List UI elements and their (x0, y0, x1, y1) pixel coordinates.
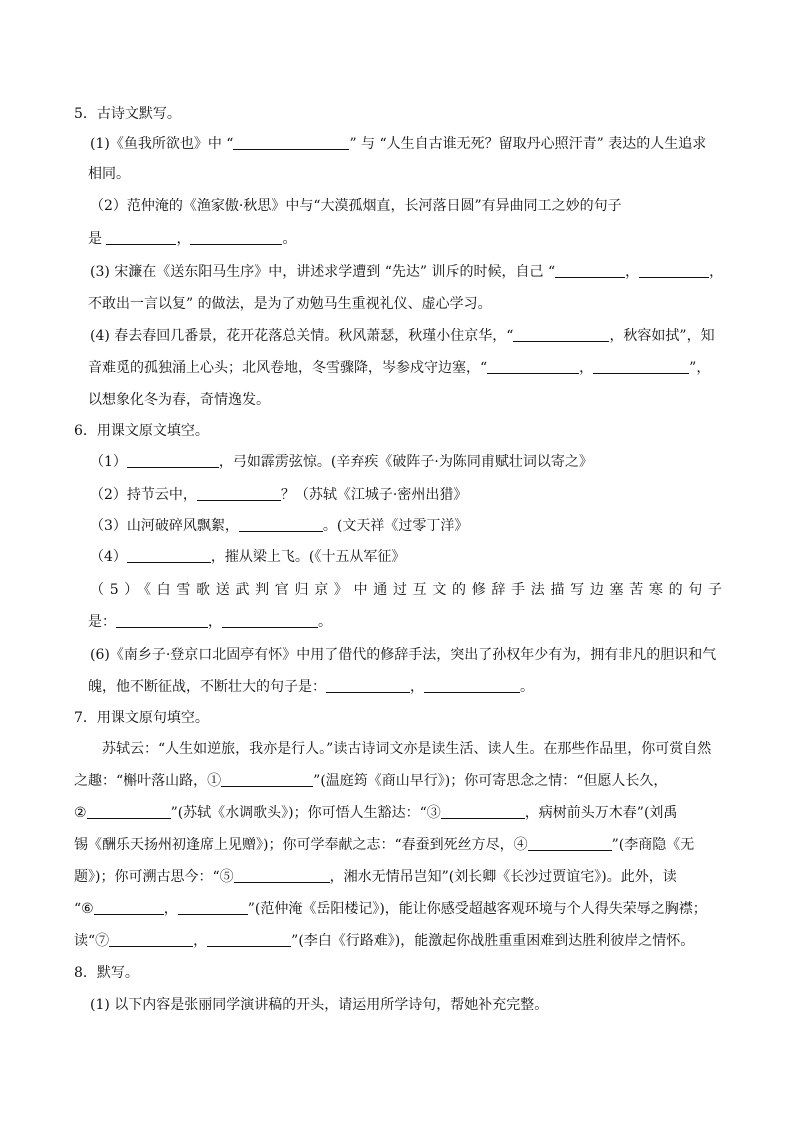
q5-item-3-line-2: 不敢出一言以复” 的做法，是为了劝勉马生重视礼仪、虚心学习。 (88, 296, 492, 312)
q7-para-line-4 (74, 835, 694, 855)
answer-blank[interactable] (424, 678, 520, 693)
q6-item-2 (90, 485, 467, 505)
q6-item-1-text-b: ，弓如霹雳弦惊。(辛弃疾《破阵子·为陈同甫赋壮词以寄之》 (218, 454, 593, 470)
q5-item-2-line-1: （2）范仲淹的《渔家傲·秋思》中与“大漠孤烟直，长河落日圆”有异曲同工之妙的句子 (90, 198, 622, 214)
answer-blank[interactable] (326, 678, 410, 693)
answer-blank[interactable] (190, 230, 282, 245)
q5-item-3-text-a: (3) 宋濂在《送东阳马生序》中，讲述求学遭到 “先达” 训斥的时候，自己 “ (90, 264, 556, 280)
q6-item-1-text-a: （1） (90, 454, 127, 470)
q7-para-line-3 (74, 803, 677, 823)
answer-blank[interactable] (441, 804, 525, 819)
answer-blank[interactable] (87, 804, 171, 819)
q6-title: 6．用课文原文填空。 (74, 423, 209, 439)
q6-item-3 (90, 516, 468, 536)
separator: ， (579, 360, 594, 376)
q5-item-4-line-3: 以想象化冬为春，奇情逸发。 (88, 392, 270, 408)
answer-blank[interactable] (116, 613, 208, 628)
answer-blank[interactable] (593, 359, 689, 374)
q5-item-1-line-1 (90, 134, 706, 154)
q7-text: “⑥ (74, 901, 94, 917)
q5-title: 5．古诗文默写。 (74, 106, 181, 122)
q7-text: ”(苏轼《水调歌头》)；你可悟人生豁达：“③ (170, 805, 441, 821)
separator: ， (163, 901, 178, 917)
q7-para-line-7 (74, 931, 694, 951)
q7-text: ”(李商隐《无 (611, 837, 695, 853)
answer-blank[interactable] (487, 359, 579, 374)
q7-para-line-6 (74, 899, 707, 919)
q7-para-line-2 (74, 771, 667, 791)
q5-item-3-line-1 (90, 262, 723, 282)
q6-item-2-text-a: （2）持节云中， (90, 487, 197, 503)
q7-para-line-1: 苏轼云：“人生如逆旅，我亦是行人。”读古诗词文亦是读生活、读人生。在那些作品里，你可赏自然 (102, 741, 712, 757)
q7-text: ”(温庭筠《商山早行》)；你可寄思念之情：“但愿人长久， (313, 773, 668, 789)
q6-item-5-line-1: （5）《白雪歌送武判官归京》中通过互文的修辞手法描写边塞苦寒的句子 (90, 582, 722, 598)
q6-item-3-text-b: 。(文天祥《过零丁洋》 (322, 518, 469, 534)
q6-item-4-text-b: ，摧从梁上飞。(《十五从军征》 (210, 549, 406, 565)
answer-blank[interactable] (555, 263, 625, 278)
q6-item-1 (90, 452, 593, 472)
answer-blank[interactable] (127, 548, 211, 563)
q7-title: 7．用课文原句填空。 (74, 710, 209, 726)
end-punct: 。 (318, 614, 332, 630)
separator: ， (208, 614, 222, 630)
separator: ， (410, 679, 424, 695)
end-punct: 。 (520, 679, 534, 695)
answer-blank[interactable] (639, 263, 709, 278)
q6-item-6-line-1: (6)《南乡子·登京口北固亭有怀》中用了借代的修辞手法，突出了孙权年少有为，拥有非凡的胆识和气 (90, 647, 717, 663)
q7-text: ”(李白《行路难》)，能激起你战胜重重困难到达胜利彼岸之情怀。 (291, 933, 695, 949)
answer-blank[interactable] (127, 453, 219, 468)
q5-item-4-text-b2: ”， (689, 360, 711, 376)
q6-item-5-text-b: 是： (88, 614, 116, 630)
separator: ， (176, 231, 191, 247)
q7-text: ，病树前头万木春”(刘禹 (524, 805, 678, 821)
q8-item-1: (1) 以下内容是张丽同学演讲稿的开头，请运用所学诗句，帮她补充完整。 (90, 997, 549, 1013)
answer-blank[interactable] (197, 486, 281, 501)
q5-item-1-text-b: ” 与 “人生自古谁无死？留取丹心照汗青” 表达的人生追求 (349, 136, 707, 152)
q7-text: ② (74, 805, 87, 821)
q5-item-2-text-b: 是 (88, 231, 102, 247)
answer-blank[interactable] (109, 932, 193, 947)
q5-item-4-text-a: (4) 春去春回几番景，花开花落总关情。秋风萧瑟，秋瑾小住京华，“ (90, 328, 514, 344)
q6-item-6-line-2 (88, 677, 534, 697)
q5-item-4-line-2 (88, 358, 710, 378)
q5-item-1-line-2: 相同。 (88, 166, 130, 182)
q6-item-6-text-b: 魄，他不断征战，不断壮大的句子是： (88, 679, 326, 695)
answer-blank[interactable] (106, 230, 176, 245)
end-punct: 。 (282, 231, 297, 247)
answer-blank[interactable] (94, 900, 164, 915)
q5-item-2-line-2 (88, 229, 296, 249)
q6-item-5-line-2 (88, 612, 332, 632)
answer-blank[interactable] (222, 613, 318, 628)
answer-blank[interactable] (528, 836, 612, 851)
answer-blank[interactable] (207, 932, 291, 947)
q6-item-4 (90, 547, 405, 567)
q6-item-3-text-a: （3）山河破碎风飘絮， (90, 518, 239, 534)
q7-text: 之趣：“槲叶落山路，① (74, 773, 222, 789)
q7-text: ”(范仲淹《岳阳楼记》)，能让你感受超越客观环境与个人得失荣辱之胸襟； (247, 901, 707, 917)
answer-blank[interactable] (178, 900, 248, 915)
answer-blank[interactable] (513, 327, 609, 342)
q6-item-4-text-a: （4） (90, 549, 127, 565)
q7-para-line-5 (74, 867, 677, 887)
q7-text: 读“⑦ (74, 933, 110, 949)
q6-item-2-text-b: ？（苏轼《江城子·密州出猎》 (280, 487, 468, 503)
q7-text: 题》)；你可溯古思今：“⑤ (74, 869, 234, 885)
answer-blank[interactable] (221, 772, 313, 787)
q5-item-4-text-a2: ，秋容如拭”，知 (609, 328, 715, 344)
q7-text: 锡《酬乐天扬州初逢席上见赠》)；你可学奉献之志：“春蚕到死丝方尽，④ (74, 837, 528, 853)
q8-title: 8．默写。 (74, 965, 139, 981)
q5-item-4-line-1 (90, 326, 715, 346)
q5-item-1-text-a: (1)《鱼我所欲也》中 “ (90, 136, 234, 152)
q5-item-4-text-b: 音难觅的孤独涌上心头；北风卷地，冬雪骤降，岑参戍守边塞，“ (88, 360, 488, 376)
q7-text: ，湘水无情吊岂知”(刘长卿《长沙过贾谊宅》)。此外，读 (329, 869, 677, 885)
separator: ， (193, 933, 208, 949)
answer-blank[interactable] (233, 135, 349, 150)
answer-blank[interactable] (239, 517, 323, 532)
answer-blank[interactable] (234, 868, 330, 883)
end-punct: ， (709, 264, 724, 280)
separator: ， (625, 264, 640, 280)
